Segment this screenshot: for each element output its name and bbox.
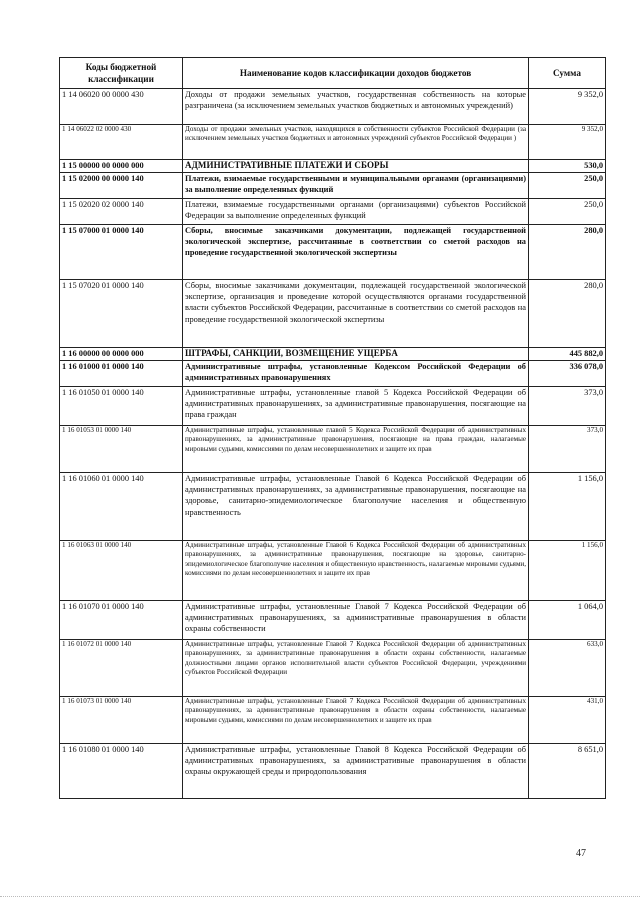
row-code: 1 15 02000 00 0000 140 — [60, 173, 183, 199]
row-name: Платежи, взимаемые государственными и муниципальными органами (организациями) за выполнение определенных функций — [183, 173, 529, 199]
row-name: Административные штрафы, установленные Главой 7 Кодекса Российской Федерации об административных правонарушениях, за административные правонарушения в области охраны собственности, налагаемые должностными лицами органов исполнительной власти субъектов Российской Федерации, учреждениями субъектов Российской Федерации — [183, 640, 529, 697]
header-amount: Сумма — [529, 58, 606, 89]
page-number: 47 — [576, 848, 586, 859]
row-amount: 280,0 — [529, 225, 606, 280]
row-code: 1 16 01050 01 0000 140 — [60, 387, 183, 426]
row-amount: 373,0 — [529, 387, 606, 426]
scan-edge-divider — [0, 896, 640, 898]
row-code: 1 16 01080 01 0000 140 — [60, 744, 183, 799]
header-name: Наименование кодов классификации доходов бюджетов — [183, 58, 529, 89]
row-amount: 9 352,0 — [529, 125, 606, 160]
row-code: 1 16 01000 01 0000 140 — [60, 361, 183, 387]
row-name: Административные штрафы, установленные главой 5 Кодекса Российской Федерации об административных правонарушениях, за административные правонарушения, посягающие на права граждан — [183, 387, 529, 426]
table-row — [60, 473, 606, 541]
table-row — [60, 160, 606, 173]
row-name: Административные штрафы, установленные Кодексом Российской Федерации об административных правонарушениях — [183, 361, 529, 387]
row-amount: 1 156,0 — [529, 541, 606, 601]
row-amount: 250,0 — [529, 173, 606, 199]
table-header-row — [60, 58, 606, 89]
row-code: 1 16 01070 01 0000 140 — [60, 601, 183, 640]
table-row — [60, 89, 606, 125]
row-code: 1 16 01060 01 0000 140 — [60, 473, 183, 541]
row-name: Административные штрафы, установленные Главой 8 Кодекса Российской Федерации об административных правонарушениях, за административные правонарушения в области охраны окружающей среды и природопользования — [183, 744, 529, 799]
table-row — [60, 173, 606, 199]
table-row — [60, 697, 606, 744]
table-row — [60, 361, 606, 387]
row-name: Административные штрафы, установленные Главой 7 Кодекса Российской Федерации об административных правонарушениях, за административные правонарушения в области охраны собственности, налагаемые мировыми судьями, комиссиями по делам несовершеннолетних и защите их прав — [183, 697, 529, 744]
row-name: Административные штрафы, установленные Главой 6 Кодекса Российской Федерации об административных правонарушениях, за административные правонарушения, посягающие на здоровье, санитарно-эпидемиологическое благополучие населения и общественную нравственность, налагаемые мировыми судьями, комиссиями по делам несовершеннолетних и защите их прав — [183, 541, 529, 601]
row-amount: 431,0 — [529, 697, 606, 744]
row-amount: 9 352,0 — [529, 89, 606, 125]
row-name: АДМИНИСТРАТИВНЫЕ ПЛАТЕЖИ И СБОРЫ — [183, 160, 529, 173]
row-amount: 445 882,0 — [529, 348, 606, 361]
row-name: Платежи, взимаемые государственными органами (организациями) субъектов Российской Федерации за выполнение определенных функций — [183, 199, 529, 225]
table-row — [60, 744, 606, 799]
row-name: Административные штрафы, установленные Главой 6 Кодекса Российской Федерации об административных правонарушениях, за административные правонарушения, посягающие на здоровье, санитарно-эпидемиологическое благополучие населения и общественную нравственность — [183, 473, 529, 541]
row-name: Сборы, вносимые заказчиками документации, подлежащей государственной экологической экспертизе, рассчитанные в соответствии со сметой расходов на проведение государственной экологической экспертизы — [183, 225, 529, 280]
table-row — [60, 426, 606, 473]
row-code: 1 16 01072 01 0000 140 — [60, 640, 183, 697]
row-code: 1 14 06020 00 0000 430 — [60, 89, 183, 125]
row-code: 1 15 00000 00 0000 000 — [60, 160, 183, 173]
row-name: Доходы от продажи земельных участков, государственная собственность на которые разграничена (за исключением земельных участков бюджетных и автономных учреждений) — [183, 89, 529, 125]
revenue-classification-table — [59, 57, 606, 799]
row-amount: 250,0 — [529, 199, 606, 225]
table-row — [60, 125, 606, 160]
row-amount: 1 156,0 — [529, 473, 606, 541]
row-amount: 373,0 — [529, 426, 606, 473]
header-code: Коды бюджетной классификации — [60, 58, 183, 89]
row-code: 1 16 01063 01 0000 140 — [60, 541, 183, 601]
row-amount: 1 064,0 — [529, 601, 606, 640]
row-code: 1 16 01053 01 0000 140 — [60, 426, 183, 473]
row-amount: 336 078,0 — [529, 361, 606, 387]
row-code: 1 16 00000 00 0000 000 — [60, 348, 183, 361]
table-row — [60, 280, 606, 348]
row-amount: 633,0 — [529, 640, 606, 697]
row-code: 1 14 06022 02 0000 430 — [60, 125, 183, 160]
table-row — [60, 541, 606, 601]
table-row — [60, 225, 606, 280]
table-row — [60, 387, 606, 426]
row-code: 1 15 02020 02 0000 140 — [60, 199, 183, 225]
table-row — [60, 199, 606, 225]
table-row — [60, 640, 606, 697]
row-code: 1 15 07020 01 0000 140 — [60, 280, 183, 348]
row-code: 1 16 01073 01 0000 140 — [60, 697, 183, 744]
row-amount: 280,0 — [529, 280, 606, 348]
row-name: Сборы, вносимые заказчиками документации, подлежащей государственной экологической экспертизе, организация и проведение которой осуществляются органами государственной власти субъектов Российской Федерации, рассчитанные в соответствии со сметой расходов на проведение государственной экологической экспертизы — [183, 280, 529, 348]
row-name: Административные штрафы, установленные главой 5 Кодекса Российской Федерации об административных правонарушениях, за административные правонарушения, посягающие на права граждан, налагаемые мировыми судьями, комиссиями по делам несовершеннолетних и защите их прав — [183, 426, 529, 473]
row-code: 1 15 07000 01 0000 140 — [60, 225, 183, 280]
row-name: Доходы от продажи земельных участков, находящихся в собственности субъектов Российской Федерации (за исключением земельных участков бюджетных и автономных учреждений субъектов Российской Федерации ) — [183, 125, 529, 160]
table-row — [60, 601, 606, 640]
row-name: Административные штрафы, установленные Главой 7 Кодекса Российской Федерации об административных правонарушениях, за административные правонарушения в области охраны собственности — [183, 601, 529, 640]
row-amount: 530,0 — [529, 160, 606, 173]
table-row — [60, 348, 606, 361]
row-name: ШТРАФЫ, САНКЦИИ, ВОЗМЕЩЕНИЕ УЩЕРБА — [183, 348, 529, 361]
row-amount: 8 651,0 — [529, 744, 606, 799]
